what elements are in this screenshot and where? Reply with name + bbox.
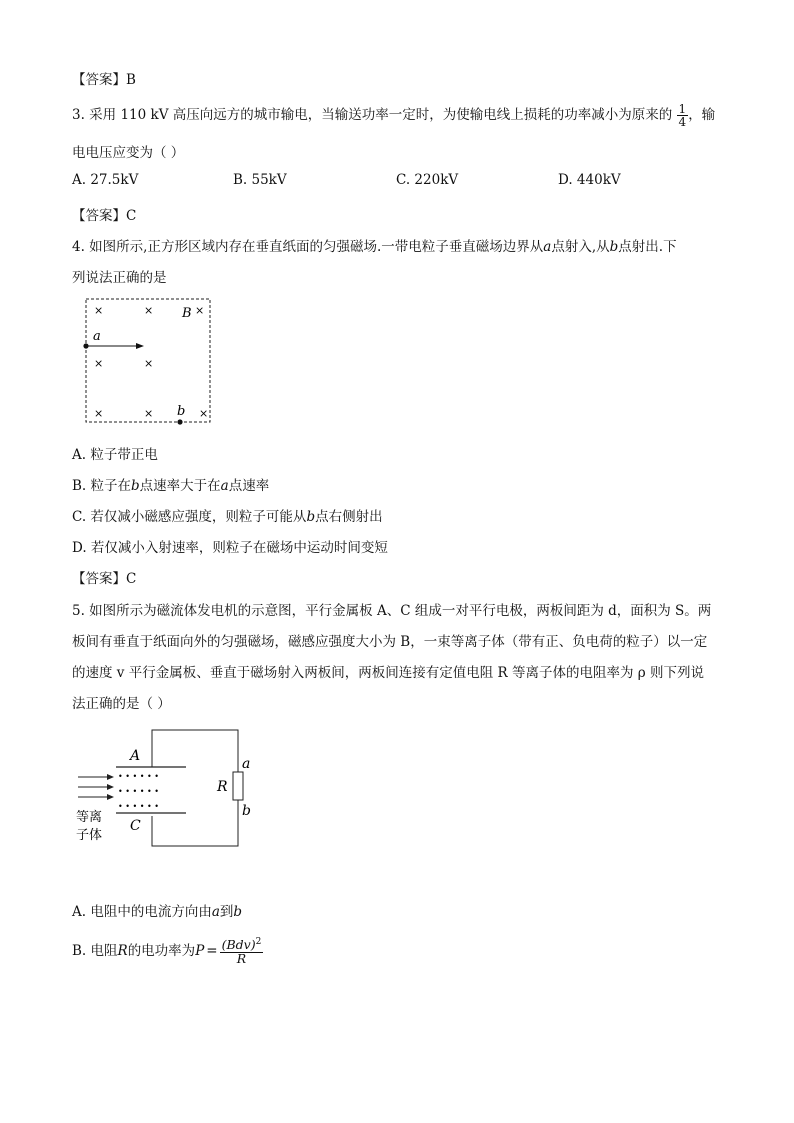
top-wire: [152, 730, 238, 772]
question-4-line2: 列说法正确的是: [72, 270, 167, 286]
label-B: B: [182, 306, 192, 321]
question-5-line4: 法正确的是（ ）: [72, 696, 171, 712]
q4-var-a: a: [543, 239, 552, 255]
option-text: A. 电阻中的电流方向由: [72, 904, 212, 920]
field-cross: ×: [94, 357, 104, 370]
answer-prefix: 【答案】: [72, 208, 126, 224]
field-cross: ×: [94, 407, 104, 420]
option-text: 到: [219, 904, 234, 920]
q4-option-b: [72, 474, 269, 494]
field-dots-row: • • • • • •: [118, 787, 160, 796]
question-3-stem-tail: ，输: [688, 107, 716, 123]
question-3-line2: 电电压应变为（ ）: [72, 145, 185, 161]
field-cross: ×: [144, 304, 154, 317]
option-var: a: [211, 904, 220, 920]
field-dots-row: • • • • • •: [118, 772, 160, 781]
option-text: 的电功率为: [127, 943, 196, 960]
q4-text: 4. 如图所示,正方形区域内存在垂直纸面的匀强磁场.一带电粒子垂直磁场边界从: [72, 239, 544, 255]
plasma-label-line1: 等离: [76, 810, 103, 825]
question-5-line3: 的速度 v 平行金属板、垂直于磁场射入两板间，两板间连接有定值电阻 R 等离子体的电阻率为 ρ 则下列说: [72, 665, 704, 681]
answer-value: C: [126, 208, 137, 224]
label-R: R: [217, 779, 228, 795]
label-a: a: [93, 329, 101, 344]
arrow-head: [136, 343, 144, 349]
q4-text: 点射入,从: [551, 239, 610, 255]
question-4-line1: [72, 235, 677, 255]
power-fraction: [220, 938, 264, 965]
q5-option-b: [72, 938, 263, 965]
q4-var-b: b: [609, 239, 619, 255]
answer-prefix: 【答案】: [72, 72, 126, 88]
answer-prefix: 【答案】: [72, 571, 126, 587]
field-cross: ×: [94, 304, 104, 317]
q5-option-a: [72, 900, 242, 920]
arrow-head: [107, 784, 114, 790]
field-cross: ×: [144, 407, 154, 420]
fraction-one-quarter: [677, 103, 689, 128]
option-text: B. 电阻: [72, 943, 118, 960]
option-text: C. 若仅减小磁感应强度，则粒子可能从: [72, 509, 307, 525]
option-text: B. 粒子在: [72, 478, 132, 494]
power-denominator: R: [236, 950, 247, 966]
answer-q2: [72, 68, 136, 88]
label-b: b: [242, 803, 251, 819]
fraction-numerator: 1: [678, 102, 687, 116]
field-cross: ×: [144, 357, 154, 370]
answer-value: C: [126, 571, 137, 587]
q4-option-d: D. 若仅减小入射速率，则粒子在磁场中运动时间变短: [72, 540, 388, 556]
option-text: 点速率: [228, 478, 270, 494]
q4-option-c: [72, 505, 383, 525]
option-var: b: [306, 509, 316, 525]
question-5-line1: 5. 如图所示为磁流体发电机的示意图，平行金属板 A、C 组成一对平行电极，两板间距为 d，面积为 S。两: [72, 603, 712, 619]
question-5-line2: 板间有垂直于纸面向外的匀强磁场，磁感应强度大小为 B，一束等离子体（带有正、负电荷的粒子）以一定: [72, 634, 708, 650]
arrow-head: [107, 794, 114, 800]
q4-option-a: A. 粒子带正电: [72, 447, 158, 463]
option-var: b: [233, 904, 243, 920]
formula-p: P: [195, 943, 205, 960]
option-text: 点速率大于在: [139, 478, 221, 494]
point-b: [177, 419, 182, 424]
q3-option-b: B. 55kV: [233, 172, 287, 188]
formula-equals: =: [206, 943, 218, 960]
q5-mhd-generator-figure: [72, 724, 262, 854]
option-var: a: [220, 478, 229, 494]
option-var: b: [131, 478, 140, 494]
bottom-wire: [152, 800, 238, 846]
q3-option-c: C. 220kV: [396, 172, 459, 188]
question-3-line1: [72, 103, 715, 128]
option-text: 点右侧射出: [315, 509, 383, 525]
answer-value: B: [126, 72, 136, 88]
field-dots-row: • • • • • •: [118, 802, 160, 811]
q3-option-d: D. 440kV: [558, 172, 621, 188]
arrow-head: [107, 774, 114, 780]
question-3-stem: 3. 采用 110 kV 高压向远方的城市输电，当输送功率一定时，为使输电线上损耗的功率减小为原来的: [72, 107, 673, 123]
label-b: b: [177, 404, 186, 419]
label-C: C: [130, 818, 141, 834]
label-A: A: [130, 748, 141, 764]
resistor-r: [233, 772, 243, 800]
label-a: a: [242, 756, 251, 772]
q4-magnetic-field-figure: [80, 294, 220, 428]
fraction-denominator: 4: [678, 115, 687, 129]
plasma-label-line2: 子体: [76, 828, 103, 843]
field-cross: ×: [199, 407, 209, 420]
field-cross: ×: [195, 304, 205, 317]
q3-option-a: A. 27.5kV: [72, 172, 139, 188]
answer-q4: [72, 567, 136, 587]
q4-text: 点射出.下: [618, 239, 677, 255]
numerator-text: (Bdv): [221, 937, 256, 953]
exponent: 2: [255, 937, 262, 947]
option-var: R: [117, 943, 128, 960]
answer-q3: [72, 204, 136, 224]
